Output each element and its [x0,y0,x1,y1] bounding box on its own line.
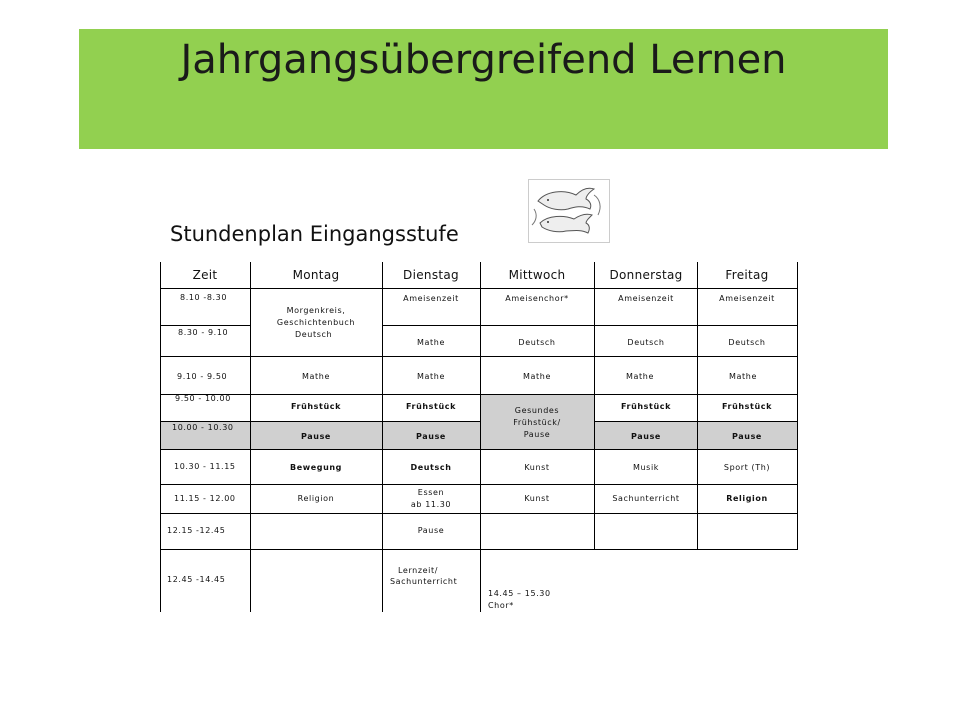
lesson-cell: Ameisenzeit [618,294,674,303]
lesson-cell: Mathe [729,372,757,381]
lesson-cell: Mathe [523,372,551,381]
header-mittwoch: Mittwoch [508,268,566,282]
monday-morning-line: Geschichtenbuch [276,318,356,327]
lesson-cell: Frühstück [620,402,672,411]
lesson-cell: Kunst [524,494,550,503]
lesson-cell: Pause [631,432,661,441]
lesson-cell: Frühstück [290,402,342,411]
break-cell-line: Frühstück/ [513,418,561,427]
lesson-cell: Mathe [626,372,654,381]
lesson-cell: Religion [726,494,768,503]
lesson-cell-line: Essen [417,488,445,497]
time-slot: 12.15 -12.45 [167,526,226,535]
monday-morning-line: Morgenkreis, [286,306,346,315]
lesson-cell: Deutsch [728,338,766,347]
header-dienstag: Dienstag [403,268,459,282]
lesson-cell-line: Sachunterricht [390,577,458,586]
lesson-cell: Ameisenchor* [505,294,569,303]
lesson-cell: Sachunterricht [612,494,680,503]
time-slot: 8.10 -8.30 [180,293,228,302]
lesson-cell: Mathe [417,372,445,381]
lesson-cell: Deutsch [518,338,556,347]
lesson-cell: Frühstück [405,402,457,411]
lesson-cell: Pause [732,432,762,441]
timetable [160,262,798,612]
time-slot: 10.30 - 11.15 [174,462,236,471]
lesson-cell: Bewegung [290,463,342,472]
time-slot: 11.15 - 12.00 [174,494,236,503]
time-slot: 9.10 - 9.50 [177,372,228,381]
time-slot: 8.30 - 9.10 [178,328,229,337]
lesson-cell-line: Lernzeit/ [398,566,439,575]
lesson-cell-line: ab 11.30 [410,500,452,509]
lesson-cell: Pause [416,432,446,441]
header-zeit: Zeit [192,268,218,282]
lesson-cell: Musik [633,463,659,472]
choir-label: Chor* [488,601,514,610]
header-montag: Montag [292,268,340,282]
time-slot: 9.50 - 10.00 [175,394,231,403]
pause-row-shade-right [594,422,798,449]
lesson-cell: Deutsch [410,463,452,472]
header-freitag: Freitag [725,268,769,282]
dolphin-icon [528,179,610,243]
time-slot: 12.45 -14.45 [167,575,226,584]
choir-time: 14.45 – 15.30 [488,589,551,598]
lesson-cell: Ameisenzeit [719,294,775,303]
timetable-subtitle: Stundenplan Eingangsstufe [170,222,459,246]
lesson-cell: Sport (Th) [723,463,771,472]
slide-title: Jahrgangsübergreifend Lernen [180,37,787,83]
monday-morning-line: Deutsch [295,330,333,339]
lesson-cell: Pause [417,526,445,535]
time-slot: 10.00 - 10.30 [172,423,234,432]
lesson-cell: Pause [301,432,331,441]
header-donnerstag: Donnerstag [609,268,683,282]
lesson-cell: Deutsch [627,338,665,347]
title-banner [79,29,888,149]
lesson-cell: Mathe [417,338,445,347]
timetable-grid [160,262,798,612]
lesson-cell: Frühstück [721,402,773,411]
lesson-cell: Mathe [302,372,330,381]
break-cell-line: Pause [523,430,551,439]
lesson-cell: Ameisenzeit [403,294,459,303]
break-cell-line: Gesundes [514,406,560,415]
lesson-cell: Religion [297,494,335,503]
lesson-cell: Kunst [524,463,550,472]
